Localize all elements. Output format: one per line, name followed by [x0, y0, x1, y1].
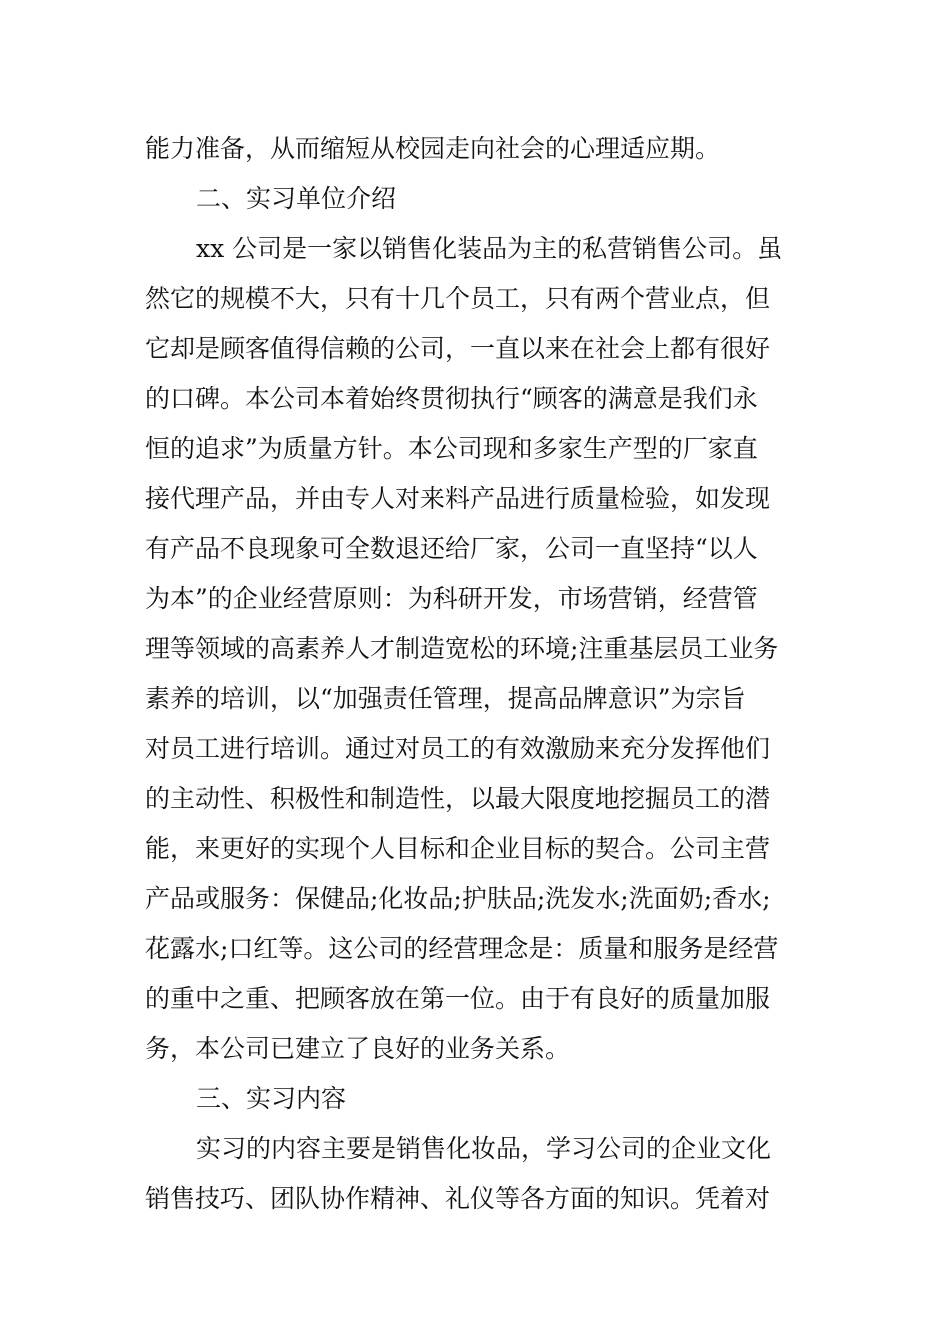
section-heading: 二、实习单位介绍 — [196, 184, 397, 213]
section-heading: 三、实习内容 — [196, 1084, 347, 1113]
body-text-line: 产品或服务：保健品;化妆品;护肤品;洗发水;洗面奶;香水; — [145, 884, 771, 913]
body-text-line: 然它的规模不大，只有十几个员工，只有两个营业点，但 — [145, 284, 771, 313]
body-text-line: 对员工进行培训。通过对员工的有效激励来充分发挥他们 — [145, 734, 771, 763]
paragraph-first-line: xx 公司是一家以销售化装品为主的私营销售公司。虽 — [196, 234, 783, 263]
body-text-line: 理等领域的高素养人才制造宽松的环境;注重基层员工业务 — [145, 634, 779, 663]
body-text-line: 为本”的企业经营原则：为科研开发，市场营销，经营管 — [145, 584, 758, 613]
body-text-line: 销售技巧、团队协作精神、礼仪等各方面的知识。凭着对 — [145, 1184, 771, 1213]
body-text-line: 有产品不良现象可全数退还给厂家，公司一直坚持“以人 — [145, 534, 758, 563]
body-text-line: 的口碑。本公司本着始终贯彻执行“顾客的满意是我们永 — [145, 384, 758, 413]
body-text-line: 恒的追求”为质量方针。本公司现和多家生产型的厂家直 — [145, 434, 758, 463]
body-text-line: 的重中之重、把顾客放在第一位。由于有良好的质量加服 — [145, 984, 771, 1013]
body-text-line: 能，来更好的实现个人目标和企业目标的契合。公司主营 — [145, 834, 771, 863]
body-text-line: 素养的培训，以“加强责任管理，提高品牌意识”为宗旨 — [145, 684, 746, 713]
body-text-line: 它却是顾客值得信赖的公司，一直以来在社会上都有很好 — [145, 334, 771, 363]
body-text-line: 花露水;口红等。这公司的经营理念是：质量和服务是经营 — [145, 934, 779, 963]
body-text-line: 务，本公司已建立了良好的业务关系。 — [145, 1034, 571, 1063]
paragraph-first-line: 实习的内容主要是销售化妆品，学习公司的企业文化 — [196, 1134, 772, 1163]
body-text-line: 能力准备，从而缩短从校园走向社会的心理适应期。 — [145, 134, 721, 163]
body-text-line: 的主动性、积极性和制造性，以最大限度地挖掘员工的潜 — [145, 784, 771, 813]
body-text-line: 接代理产品，并由专人对来料产品进行质量检验，如发现 — [145, 484, 771, 513]
